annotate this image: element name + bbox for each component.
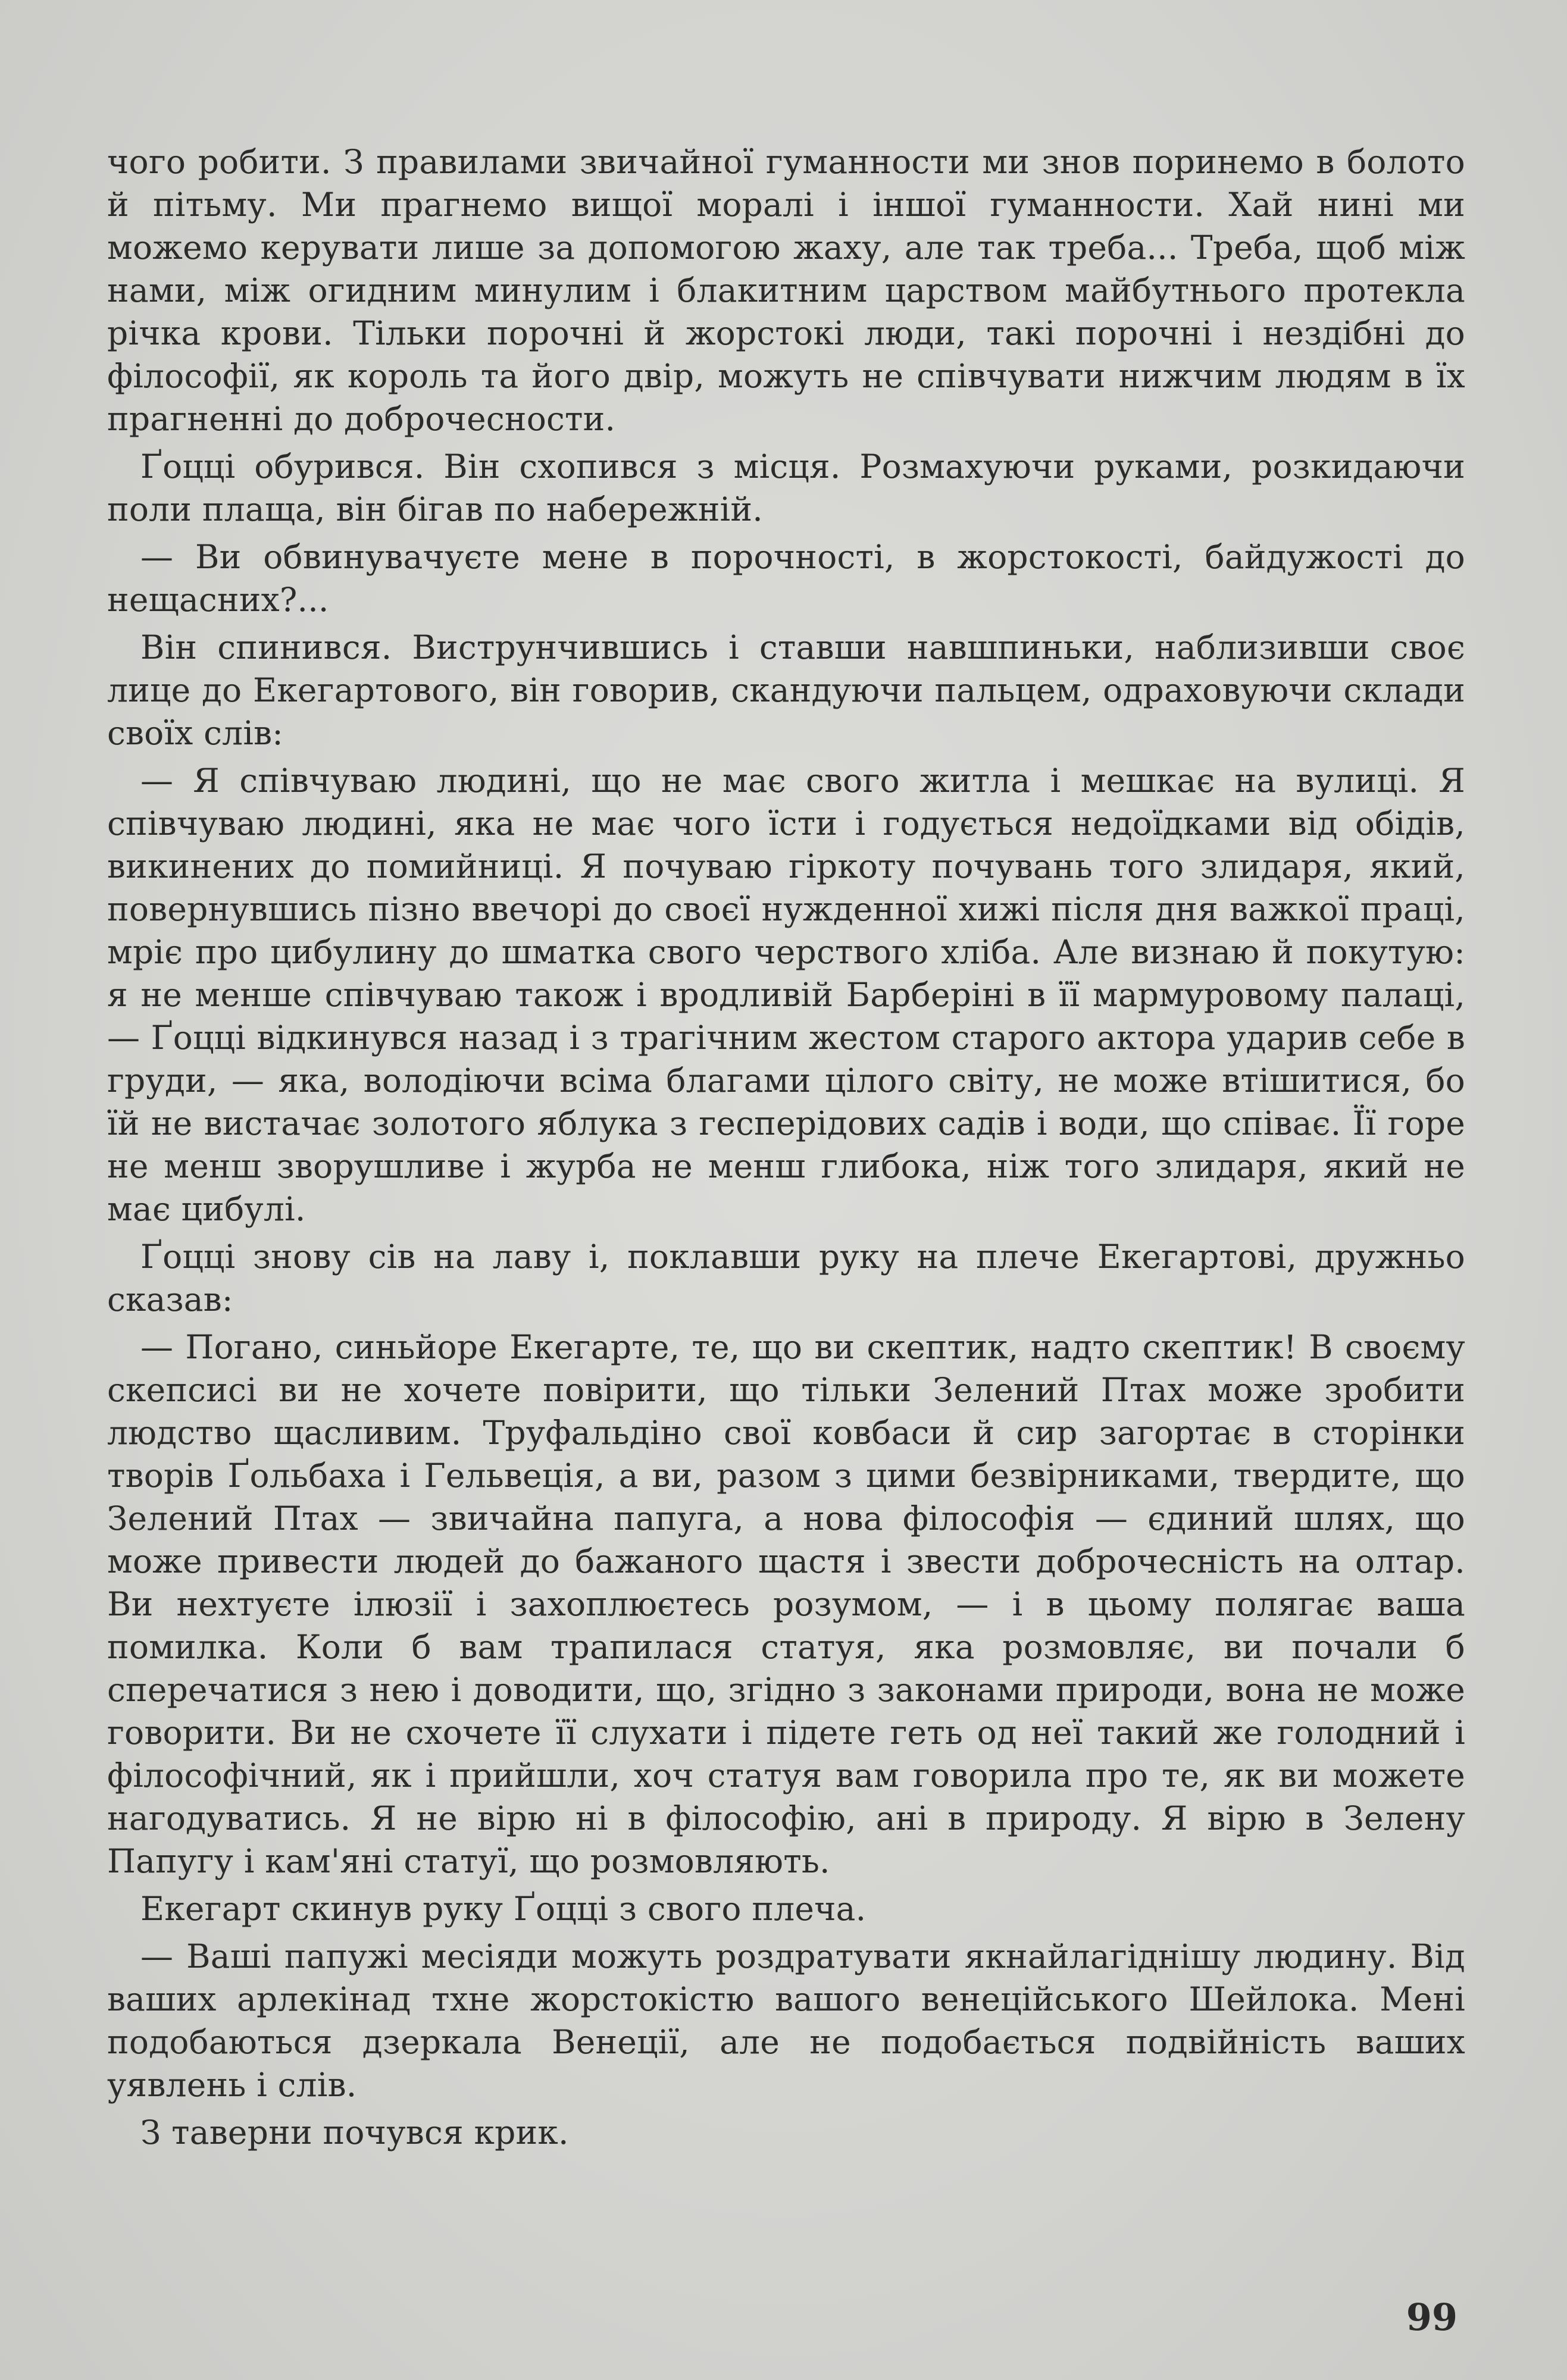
paragraph-1: чого робити. З правилами звичайної гуманности ми знов поринемо в болото й пітьму. Ми прагнемо вищої моралі і іншої гуманности. Хай нині ми можемо керувати лише за допомогою жаху, але так треба... Треба, щоб між нами, між огидним минулим і блакитним царством майбутнього протекла річка крови. Тільки порочні й жорстокі люди, такі порочні і нездібні до філософії, як король та його двір, можуть не співчувати нижчим людям в їх прагненні до доброчесности. xyxy=(107,143,1465,438)
paragraph-9: — Ваші папужі месіяди можуть роздратувати якнайлагіднішу людину. Від ваших арлекінад тхне жорстокістю вашого венеційського Шейлока. Мені подобаються дзеркала Венеції, але не подобається подвійність ваших уявлень і слів. xyxy=(107,1937,1465,2104)
paragraph-7: — Погано, синьйоре Екегарте, те, що ви скептик, надто скептик! В своєму скепсисі ви не хочете повірити, що тільки Зелений Птах може зробити людство щасливим. Труфальдіно свої ковбаси й сир загортає в сторінки творів Ґольбаха і Гельвеція, а ви, разом з цими безвірниками, твердите, що Зелений Птах — звичайна папуга, а нова філософія — єдиний шлях, що може привести людей до бажаного щастя і звести доброчесність на олтар. Ви нехтуєте ілюзії і захоплюєтесь розумом, — і в цьому полягає ваша помилка. Коли б вам трапилася статуя, яка розмовляє, ви почали б сперечатися з нею і доводити, що, згідно з законами природи, вона не може говорити. Ви не схочете її слухати і підете геть од неї такий же голодний і філософічний, як і прийшли, хоч статуя вам говорила про те, як ви можете нагодуватись. Я не вірю ні в філософію, ані в природу. Я вірю в Зелену Папугу і кам'яні статуї, що розмовляють. xyxy=(107,1328,1465,1880)
paragraph-10: З таверни почувся крик. xyxy=(140,2113,569,2152)
paragraph-6: Ґоцці знову сів на лаву і, поклавши руку на плече Екегартові, дружньо сказав: xyxy=(107,1238,1465,1319)
paragraph-3: — Ви обвинувачуєте мене в порочності, в жорстокості, байдужості до нещасних?... xyxy=(107,538,1465,619)
paragraph-5: — Я співчуваю людині, що не має свого житла і мешкає на вулиці. Я співчуваю людині, яка не має чого їсти і годується недоїдками від обідів, викинених до помийниці. Я почуваю гіркоту почувань того злидаря, який, повернувшись пізно ввечорі до своєї нужденної хижі після дня важкої праці, мріє про цибулину до шматка свого черствого хліба. Але визнаю й покутую: я не менше співчуваю також і вродливій Барберіні в її мармуровому палаці, — Ґоцці відкинувся назад і з трагічним жестом старого актора ударив себе в груди, — яка, володіючи всіма благами цілого світу, не може втішитися, бо їй не вистачає золотого яблука з гесперідових садів і води, що співає. Її горе не менш зворушливе і журба не менш глибока, ніж того злидаря, який не має цибулі. xyxy=(107,762,1465,1228)
page-text xyxy=(107,140,1465,2159)
paragraph-8: Екегарт скинув руку Ґоцці з свого плеча. xyxy=(140,1890,867,1928)
paragraph-4: Він спинився. Виструнчившись і ставши навшпиньки, наблизивши своє лице до Екегартового, він говорив, скандуючи пальцем, одраховуючи склади своїх слів: xyxy=(107,628,1465,752)
page-number: 99 xyxy=(1406,2296,1457,2339)
paragraph-2: Ґоцці обурився. Він схопився з місця. Розмахуючи руками, розкидаючи поли плаща, він бігав по набережній. xyxy=(107,447,1465,528)
